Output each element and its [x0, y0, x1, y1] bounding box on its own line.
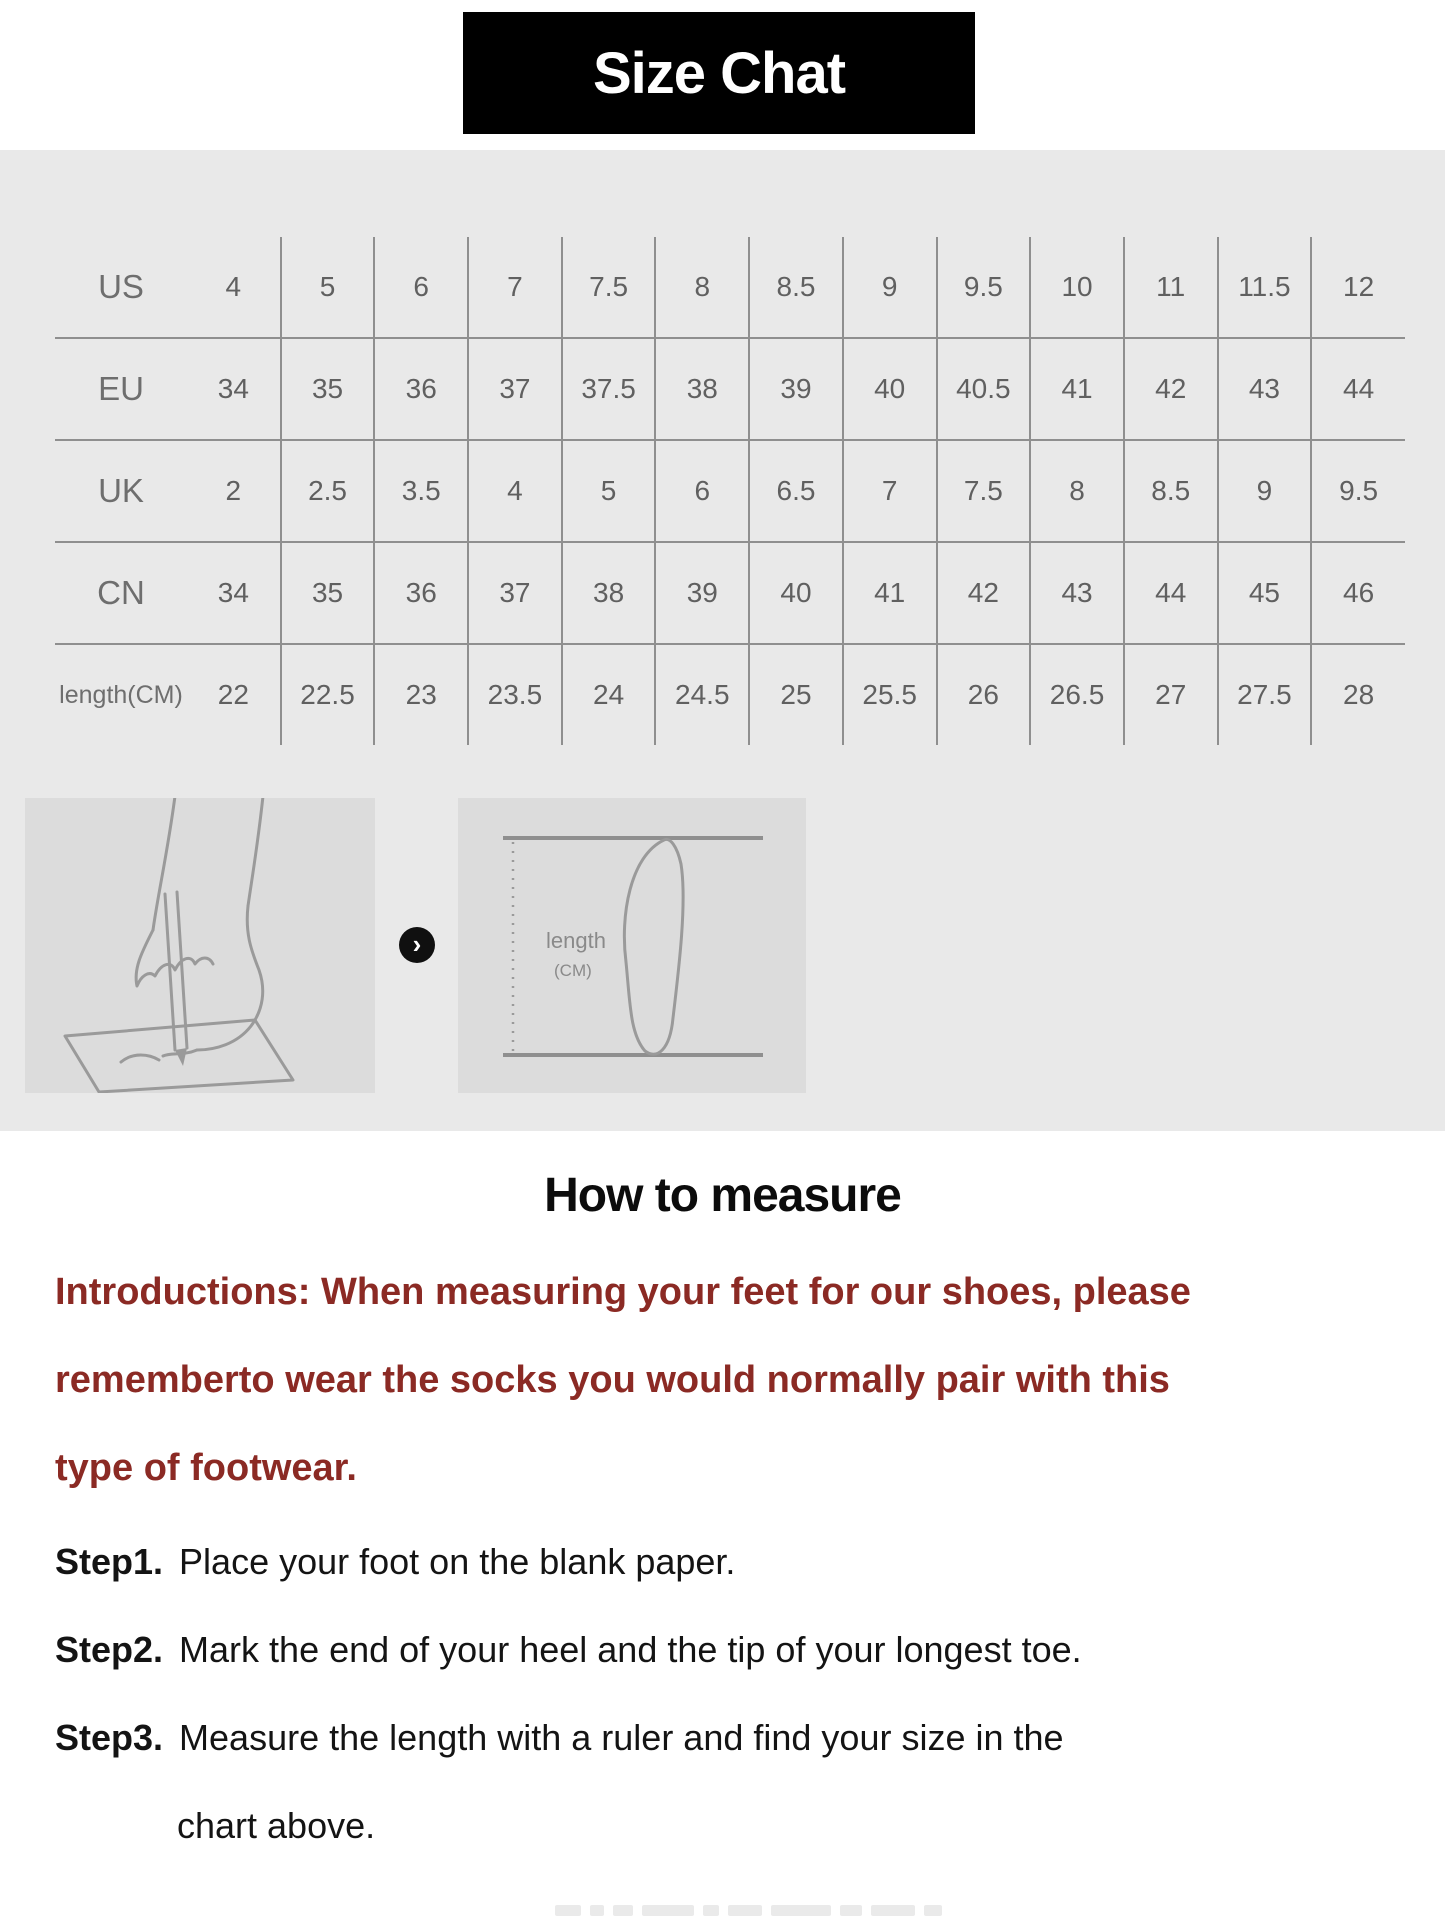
size-cell: 35 [281, 542, 375, 644]
size-cell: 26 [937, 644, 1031, 745]
size-cell: 40 [843, 338, 937, 440]
size-cell: 7 [843, 440, 937, 542]
size-table-row [55, 440, 1405, 542]
chevron-right-icon: › [412, 928, 422, 959]
size-cell: 3.5 [374, 440, 468, 542]
size-cell: 5 [562, 440, 656, 542]
step-label: Step2. [55, 1629, 164, 1670]
size-cell: 4 [468, 440, 562, 542]
size-cell: 34 [187, 542, 281, 644]
foot-length-diagram [458, 798, 806, 1093]
size-cell: 45 [1218, 542, 1312, 644]
size-table-row [55, 237, 1405, 338]
size-cell: 27 [1124, 644, 1218, 745]
banner-title: Size Chat [592, 40, 846, 106]
size-cell: 37 [468, 338, 562, 440]
step-item-1 [55, 1518, 1415, 1606]
size-cell: 44 [1124, 542, 1218, 644]
foot-length-drawing [458, 798, 806, 1093]
measuring-foot-illustration [25, 798, 375, 1093]
size-row-label: EU [55, 338, 187, 440]
clipped-bottom-text [555, 1905, 942, 1916]
intro-paragraph [55, 1248, 1415, 1512]
size-cell: 43 [1030, 542, 1124, 644]
size-cell: 39 [655, 542, 749, 644]
size-cell: 24.5 [655, 644, 749, 745]
size-cell: 26.5 [1030, 644, 1124, 745]
size-cell: 40.5 [937, 338, 1031, 440]
size-cell: 12 [1311, 237, 1405, 338]
size-cell: 40 [749, 542, 843, 644]
intro-line: Introductions: When measuring your feet for our shoes, please [55, 1271, 1191, 1313]
size-cell: 22.5 [281, 644, 375, 745]
arrow-circle-icon [399, 927, 435, 963]
size-cell: 36 [374, 338, 468, 440]
size-cell: 6 [655, 440, 749, 542]
size-cell: 8 [1030, 440, 1124, 542]
step-text: Place your foot on the blank paper. [179, 1541, 736, 1582]
size-table [55, 237, 1405, 745]
size-cell: 42 [1124, 338, 1218, 440]
size-table-row [55, 338, 1405, 440]
size-cell: 9.5 [1311, 440, 1405, 542]
size-cell: 11 [1124, 237, 1218, 338]
size-cell: 23 [374, 644, 468, 745]
size-cell: 44 [1311, 338, 1405, 440]
size-cell: 24 [562, 644, 656, 745]
size-cell: 43 [1218, 338, 1312, 440]
size-cell: 8 [655, 237, 749, 338]
size-cell: 6 [374, 237, 468, 338]
how-to-measure-heading: How to measure [544, 1169, 901, 1222]
size-cell: 38 [655, 338, 749, 440]
size-cell: 6.5 [749, 440, 843, 542]
step-item-3 [55, 1694, 1415, 1870]
size-cell: 46 [1311, 542, 1405, 644]
size-cell: 11.5 [1218, 237, 1312, 338]
step-text: Measure the length with a ruler and find your size in the [179, 1717, 1064, 1758]
size-cell: 34 [187, 338, 281, 440]
size-cell: 7.5 [937, 440, 1031, 542]
size-cell: 37 [468, 542, 562, 644]
size-cell: 38 [562, 542, 656, 644]
size-cell: 9 [843, 237, 937, 338]
size-row-label: UK [55, 440, 187, 542]
length-unit-label: (CM) [554, 961, 592, 980]
size-cell: 7 [468, 237, 562, 338]
size-cell: 4 [187, 237, 281, 338]
step-text: Mark the end of your heel and the tip of your longest toe. [179, 1629, 1082, 1670]
size-cell: 42 [937, 542, 1031, 644]
step-item-2 [55, 1606, 1415, 1694]
size-cell: 23.5 [468, 644, 562, 745]
intro-line: type of footwear. [55, 1447, 357, 1489]
size-cell: 36 [374, 542, 468, 644]
size-cell: 9.5 [937, 237, 1031, 338]
size-cell: 28 [1343, 679, 1375, 710]
size-cell: 5 [281, 237, 375, 338]
size-table-row [55, 644, 1405, 745]
size-cell: 2 [187, 440, 281, 542]
size-cell: 2.5 [281, 440, 375, 542]
size-row-label: US [55, 237, 187, 338]
size-cell: 22 [187, 644, 281, 745]
step-label: Step1. [55, 1541, 164, 1582]
size-row-label: length(CM) [59, 680, 183, 709]
size-cell: 27.5 [1218, 644, 1312, 745]
foot-marking-drawing [25, 798, 375, 1093]
length-label: length [546, 928, 606, 953]
size-row-label: CN [55, 542, 187, 644]
size-cell: 8.5 [1124, 440, 1218, 542]
size-cell: 25 [749, 644, 843, 745]
size-cell: 10 [1030, 237, 1124, 338]
size-cell: 9 [1218, 440, 1312, 542]
size-cell: 25.5 [843, 644, 937, 745]
size-cell: 41 [1030, 338, 1124, 440]
intro-line: rememberto wear the socks you would normally pair with this [55, 1359, 1170, 1401]
size-cell: 41 [843, 542, 937, 644]
title-banner [463, 12, 975, 134]
size-table-row [55, 542, 1405, 644]
step-text-continuation: chart above. [177, 1805, 376, 1846]
size-cell: 39 [749, 338, 843, 440]
size-cell: 8.5 [749, 237, 843, 338]
size-cell: 37.5 [562, 338, 656, 440]
size-cell: 7.5 [562, 237, 656, 338]
step-label: Step3. [55, 1717, 164, 1758]
steps-list [55, 1518, 1415, 1870]
size-cell: 35 [281, 338, 375, 440]
